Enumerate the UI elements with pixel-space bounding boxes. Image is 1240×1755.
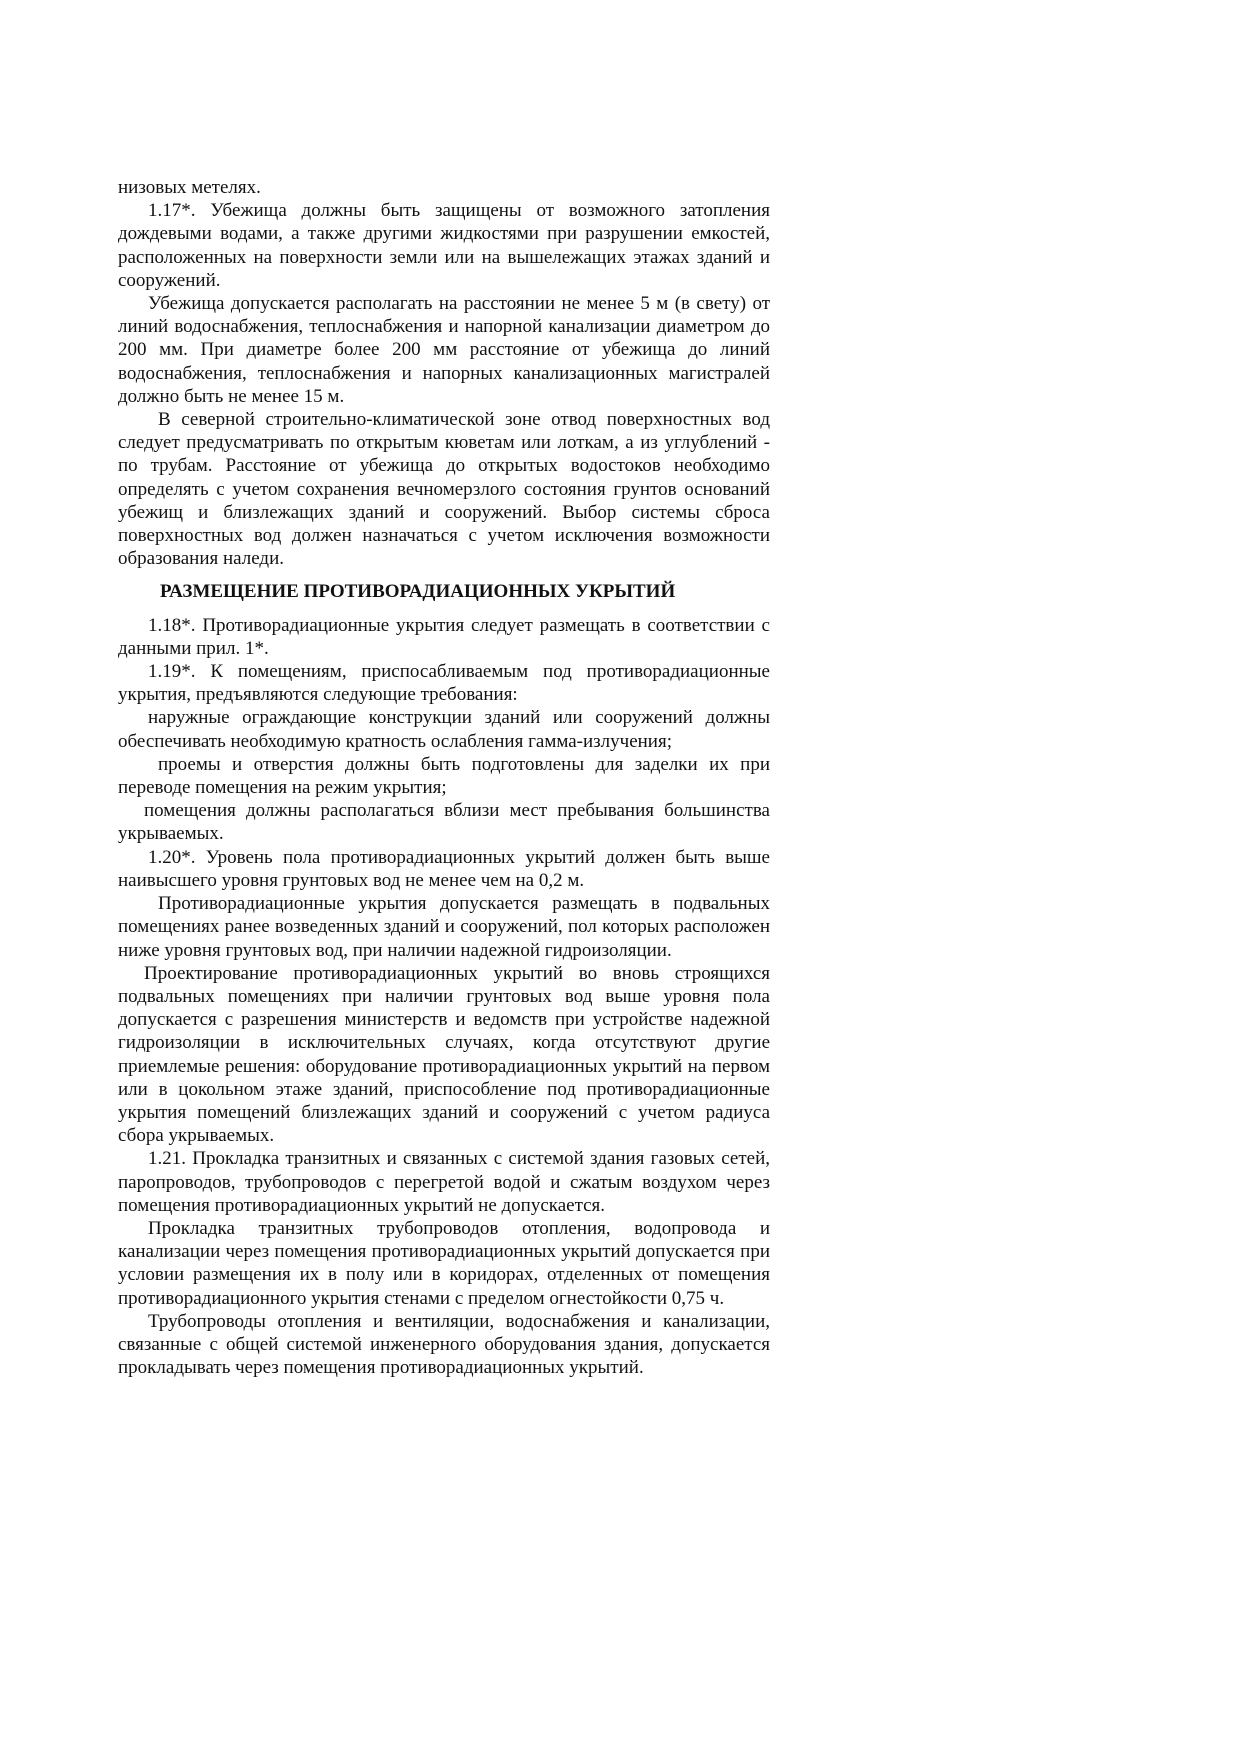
paragraph-heating-pipelines: Трубопроводы отопления и вентиляции, водоснабжения и канализации, связанные с общей системой инженерного оборудования здания, допускается прокладывать через помещения противорадиационных укрытий. — [118, 1310, 770, 1379]
paragraph-transit-pipelines: Прокладка транзитных трубопроводов отопления, водопровода и канализации через помещения противорадиационных укрытий допускается при условии размещения их в полу или в коридорах, отделенных от помещения противорадиационного укрытия стенами с пределом огнестойкости 0,75 ч. — [118, 1217, 770, 1309]
paragraph-clause-1-20: 1.20*. Уровень пола противорадиационных укрытий должен быть выше наивысшего уровня грунтовых вод не менее чем на 0,2 м. — [118, 846, 770, 891]
section-heading: РАЗМЕЩЕНИЕ ПРОТИВОРАДИАЦИОННЫХ УКРЫТИЙ — [160, 581, 676, 603]
paragraph-new-construction: Проектирование противорадиационных укрытий во вновь строящихся подвальных помещениях при наличии грунтовых вод выше уровня пола допускается с разрешения министерств и ведомств при устройстве надежной гидроизоляции в исключительных случаях, когда отсутствуют другие приемлемые решения: оборудование противорадиационных укрытий на первом или в цокольном этаже зданий, приспособление под противорадиационные укрытия помещений близлежащих зданий и сооружений с учетом радиуса сбора укрываемых. — [118, 962, 770, 1147]
paragraph-clause-1-21: 1.21. Прокладка транзитных и связанных с системой здания газовых сетей, паропроводов, трубопроводов с перегретой водой и сжатым воздухом через помещения противорадиационных укрытий не допускается. — [118, 1148, 770, 1216]
paragraph-northern-zone: В северной строительно-климатической зоне отвод поверхностных вод следует предусматривать по открытым кюветам или лоткам, а из углублений - по трубам. Расстояние от убежища до открытых водостоков необходимо определять с учетом сохранения вечномерзлого состояния грунтов оснований убежищ и близлежащих зданий и сооружений. Выбор системы сброса поверхностных вод должен назначаться с учетом исключения возможности образования наледи. — [118, 409, 770, 570]
paragraph-continuation: низовых метелях. — [118, 177, 261, 198]
paragraph-clause-1-19: 1.19*. К помещениям, приспосабливаемым под противорадиационные укрытия, предъявляются следующие требования: — [118, 661, 770, 706]
paragraph-requirement-location: помещения должны располагаться вблизи мест пребывания большинства укрываемых. — [118, 800, 770, 845]
paragraph-basement-shelters: Противорадиационные укрытия допускается размещать в подвальных помещениях ранее возведенных зданий и сооружений, пол которых расположен ниже уровня грунтовых вод, при наличии надежной гидроизоляции. — [118, 893, 770, 961]
paragraph-shelter-distance: Убежища допускается располагать на расстоянии не менее 5 м (в свету) от линий водоснабжения, теплоснабжения и напорной канализации диаметром до 200 мм. При диаметре более 200 мм расстояние от убежища до линий водоснабжения, теплоснабжения и напорных канализационных магистралей должно быть не менее 15 м. — [118, 293, 770, 407]
paragraph-clause-1-17: 1.17*. Убежища должны быть защищены от возможного затопления дождевыми водами, а также другими жидкостями при разрушении емкостей, расположенных на поверхности земли или на вышележащих этажах зданий и сооружений. — [118, 200, 770, 291]
paragraph-requirement-openings: проемы и отверстия должны быть подготовлены для заделки их при переводе помещения на режим укрытия; — [118, 753, 770, 799]
paragraph-clause-1-18: 1.18*. Противорадиационные укрытия следует размещать в соответствии с данными прил. 1*. — [118, 614, 770, 659]
paragraph-requirement-walls: наружные ограждающие конструкции зданий или сооружений должны обеспечивать необходимую кратность ослабления гамма-излучения; — [118, 707, 770, 752]
document-page — [118, 176, 770, 1379]
